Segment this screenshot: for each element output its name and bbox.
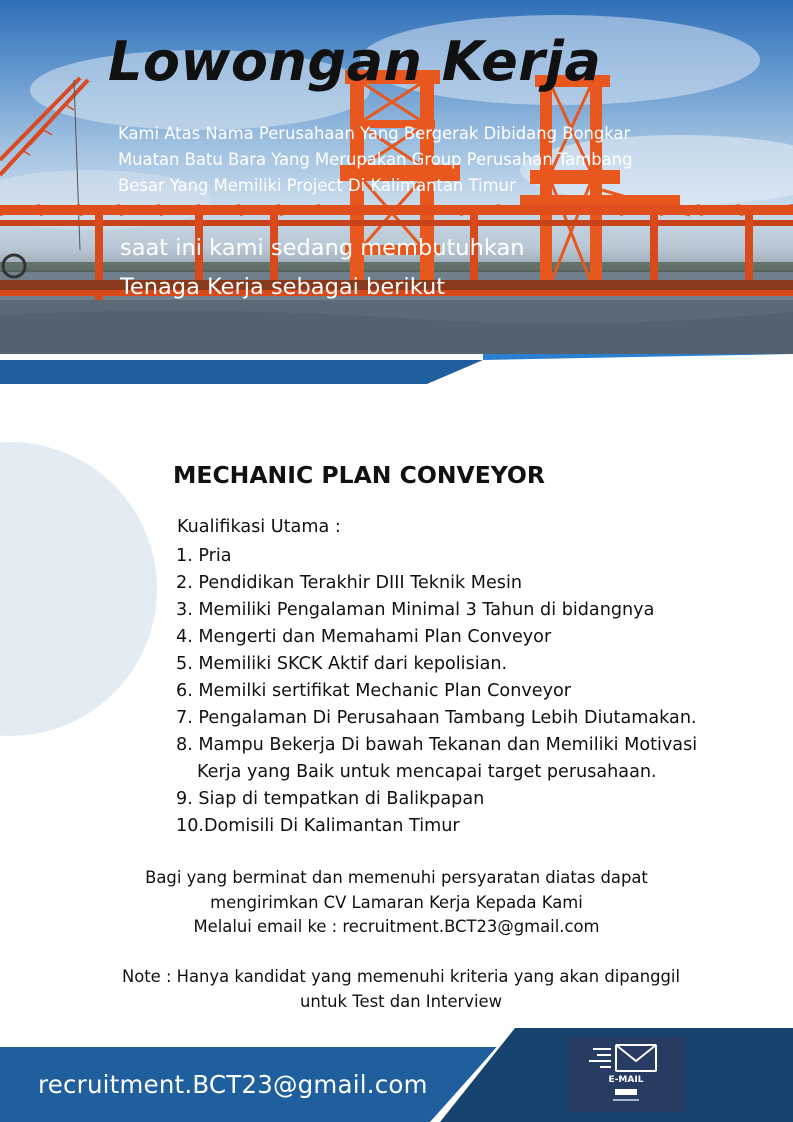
hiring-lead-line: saat ini kami sedang membutuhkan — [120, 235, 525, 261]
note-line: Note : Hanya kandidat yang memenuhi kriteria yang akan dipanggil — [121, 967, 681, 986]
hero-banner — [0, 0, 793, 354]
footer-email[interactable]: recruitment.BCT23@gmail.com — [38, 1070, 428, 1099]
qualification-item — [176, 732, 697, 786]
qualification-text: 7. Pengalaman Di Perusahaan Tambang Lebih Diutamakan. — [176, 708, 697, 728]
qualification-item — [176, 651, 697, 678]
apply-line: Melalui email ke : recruitment.BCT23@gmail.com — [193, 917, 600, 936]
qualification-item — [176, 705, 697, 732]
qualification-text: 3. Memiliki Pengalaman Minimal 3 Tahun di bidangnya — [176, 600, 655, 620]
qualification-item — [176, 570, 697, 597]
qualification-item — [176, 813, 697, 840]
apply-instructions — [0, 866, 793, 940]
qualification-item — [176, 624, 697, 651]
qualification-heading: Kualifikasi Utama : — [177, 517, 341, 537]
qualification-text: 1. Pria — [176, 546, 232, 566]
apply-line: Bagi yang berminat dan memenuhi persyaratan diatas dapat — [145, 868, 648, 887]
note — [0, 965, 793, 1014]
qualification-text: 2. Pendidikan Terakhir DIII Teknik Mesin — [176, 573, 523, 593]
email-badge-label: E-MAIL — [608, 1075, 644, 1085]
qualification-text: 9. Siap di tempatkan di Balikpapan — [176, 789, 485, 809]
job-title: MECHANIC PLAN CONVEYOR — [173, 461, 545, 489]
company-intro — [118, 121, 738, 199]
note-line: untuk Test dan Interview — [299, 991, 503, 1011]
qualification-text: 10.Domisili Di Kalimantan Timur — [176, 816, 460, 836]
hiring-lead — [120, 229, 525, 307]
qualification-text: 4. Mengerti dan Memahami Plan Conveyor — [176, 627, 552, 647]
qualification-text: 6. Memilki sertifikat Mechanic Plan Conveyor — [176, 681, 571, 701]
email-badge — [567, 1037, 685, 1112]
qualification-list — [176, 543, 697, 840]
hiring-lead-line: Tenaga Kerja sebagai berikut — [120, 274, 446, 300]
company-intro-line: Muatan Batu Bara Yang Merupakan Group Perusahan Tambang — [118, 150, 633, 169]
qualification-item — [176, 678, 697, 705]
qualification-text: 8. Mampu Bekerja Di bawah Tekanan dan Memiliki Motivasi — [176, 735, 698, 755]
company-intro-line: Kami Atas Nama Perusahaan Yang Bergerak Dibidang Bongkar — [118, 124, 631, 143]
qualification-item — [176, 786, 697, 813]
apply-line: mengirimkan CV Lamaran Kerja Kepada Kami — [210, 892, 583, 912]
qualification-item — [176, 597, 697, 624]
page-title: Lowongan Kerja — [108, 30, 602, 93]
qualification-continuation: Kerja yang Baik untuk mencapai target perusahaan. — [197, 762, 657, 782]
company-intro-line: Besar Yang Memiliki Project Di Kalimantan Timur — [118, 176, 516, 195]
qualification-item — [176, 543, 697, 570]
qualification-text: 5. Memiliki SKCK Aktif dari kepolisian. — [176, 654, 508, 674]
